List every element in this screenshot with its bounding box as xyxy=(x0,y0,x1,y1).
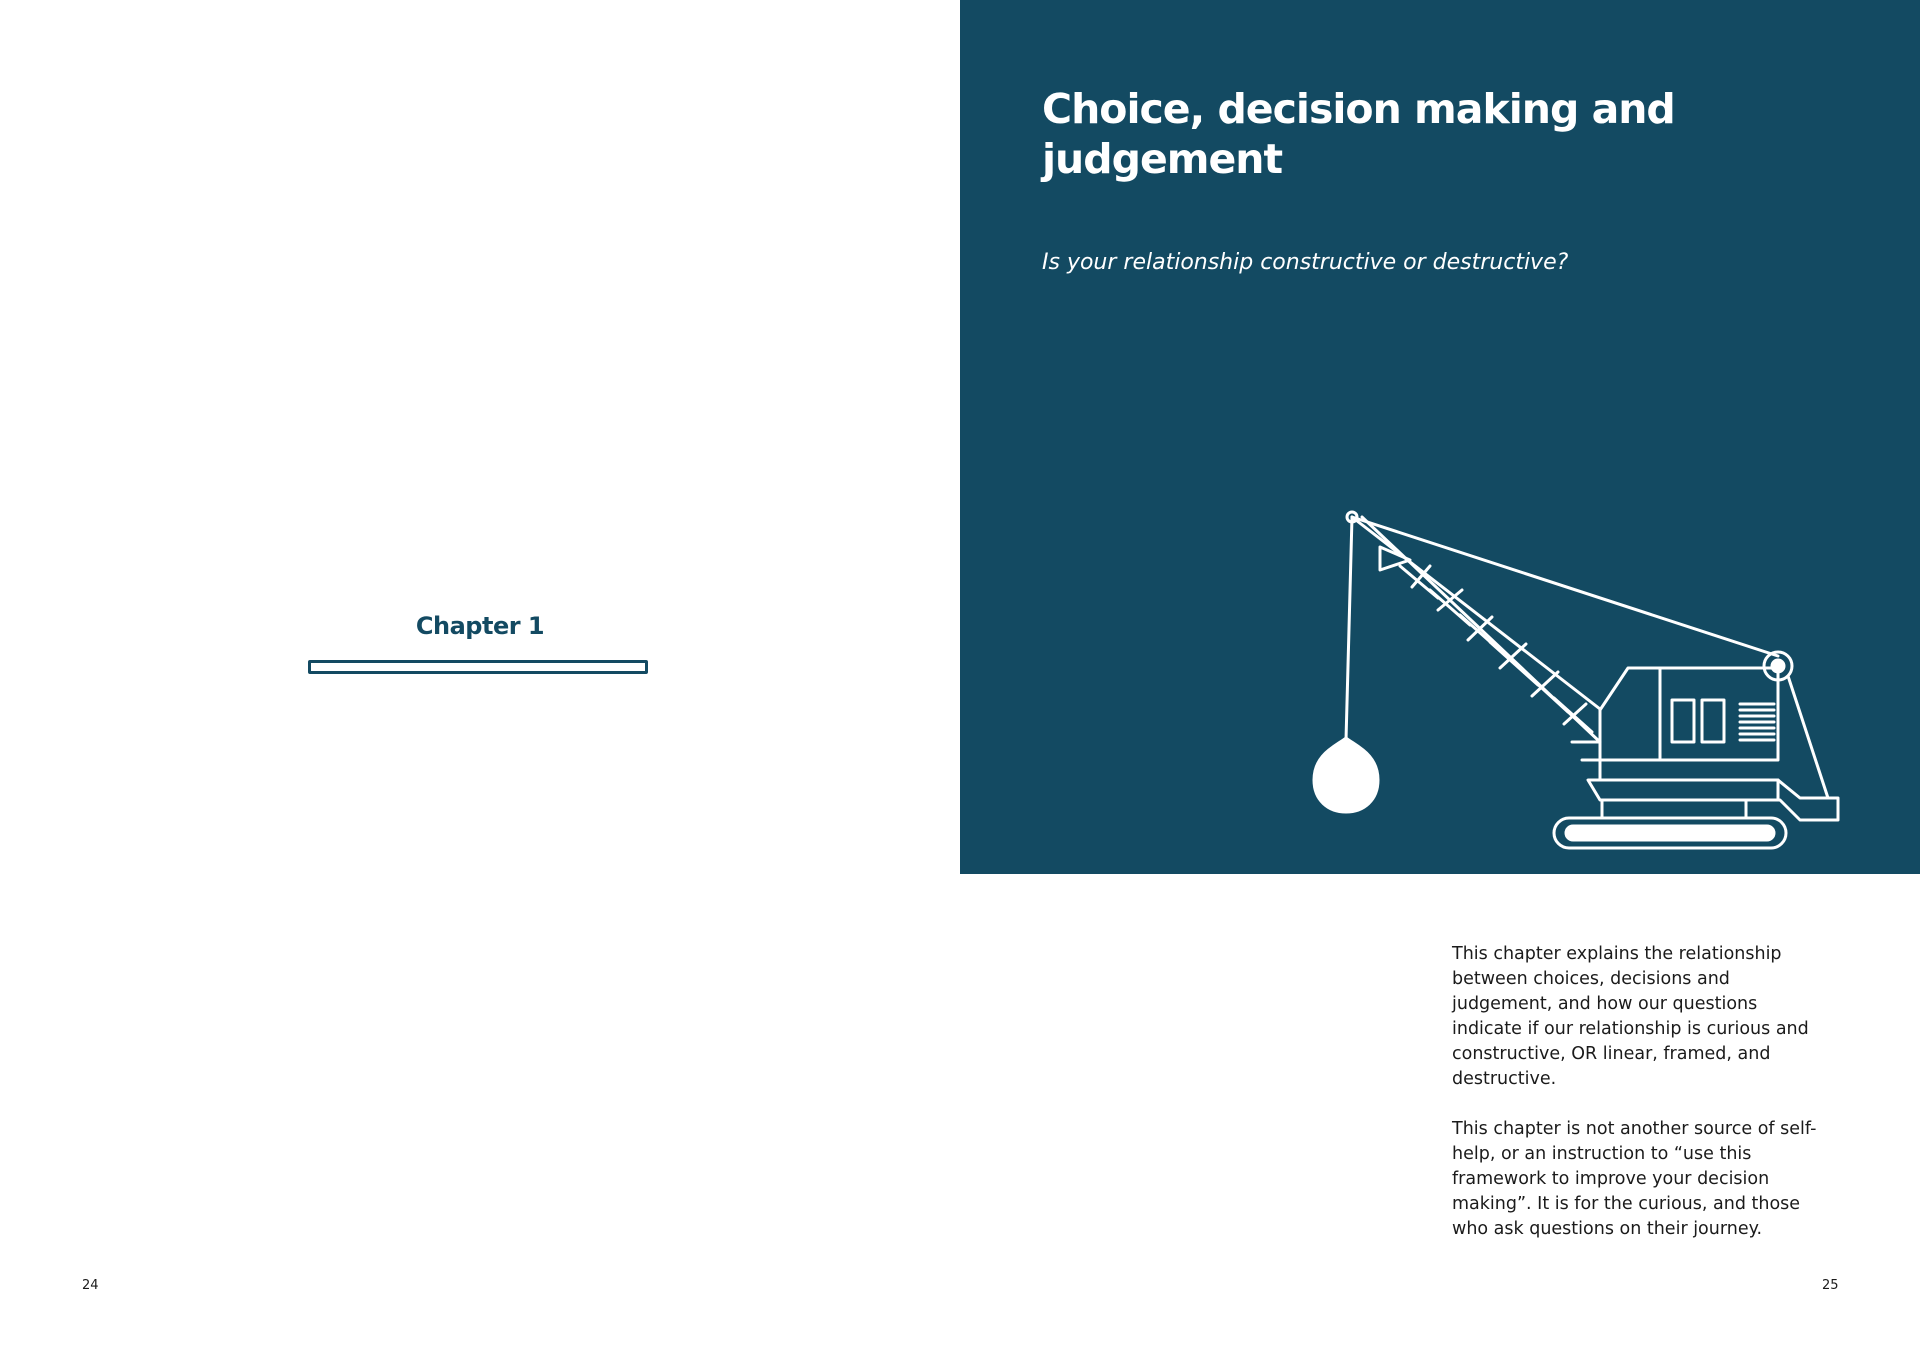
page-number-right: 25 xyxy=(1822,1278,1839,1293)
chapter-title: Choice, decision making and judgement xyxy=(1042,85,1675,183)
crane-with-wrecking-ball-icon xyxy=(960,0,1920,874)
chapter-subtitle: Is your relationship constructive or destructive? xyxy=(1042,250,1569,275)
chapter-divider-bar xyxy=(308,660,648,674)
page-number-left: 24 xyxy=(82,1278,99,1293)
chapter-label: Chapter 1 xyxy=(415,612,545,640)
chapter-intro-text xyxy=(1452,942,1832,1267)
chapter-hero-panel xyxy=(960,0,1920,874)
right-page xyxy=(960,0,1920,1362)
intro-paragraph: This chapter explains the relationship between choices, decisions and judgement, and how our questions indicate if our relationship is curious and constructive, OR linear, framed, and destructive. xyxy=(1452,944,1809,1089)
intro-paragraph: This chapter is not another source of self-help, or an instruction to “use this framework to improve your decision making”. It is for the curious, and those who ask questions on their journey. xyxy=(1452,1119,1817,1239)
